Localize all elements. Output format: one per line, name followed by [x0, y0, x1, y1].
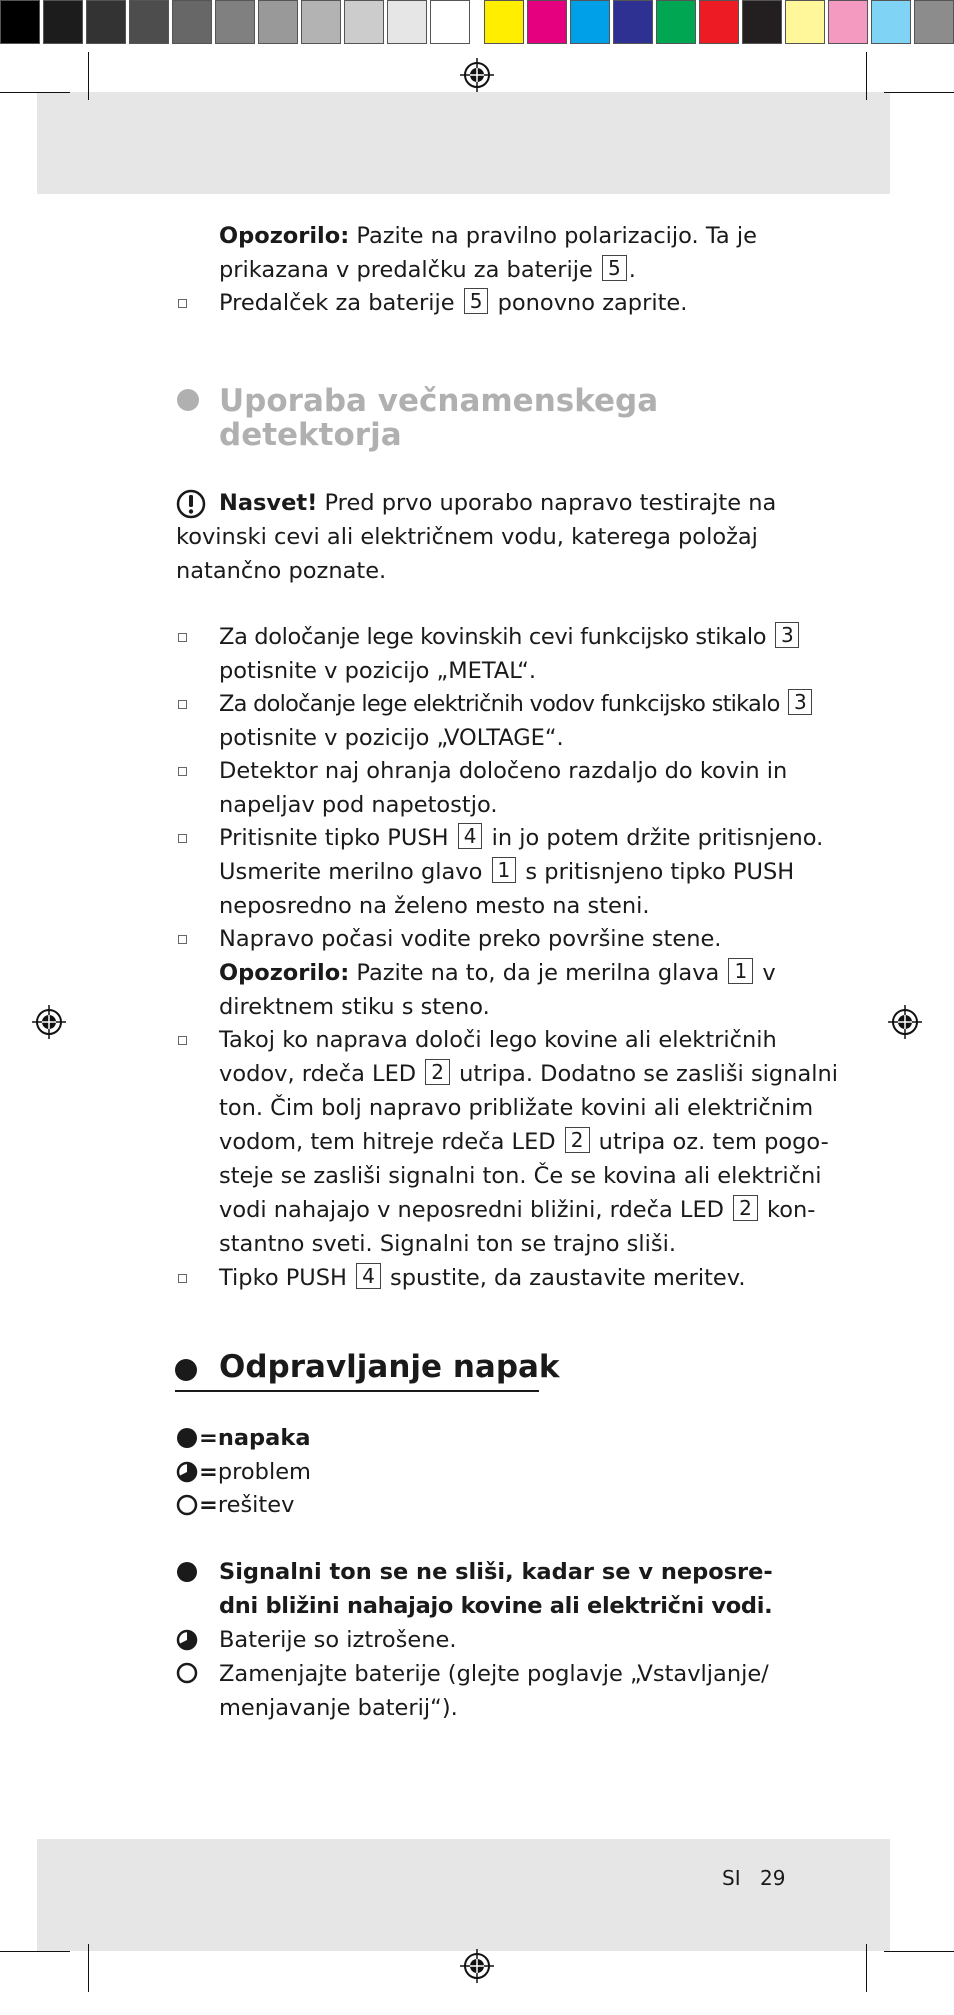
step-1-line-2: potisnite v pozicijo „METAL“.: [219, 658, 536, 684]
registration-mark-icon: [888, 1005, 922, 1039]
step-bullet: [178, 767, 187, 776]
warning-label: Opozorilo:: [219, 960, 350, 986]
legend-fault: [199, 1422, 311, 1456]
ref-number: 5: [602, 255, 627, 281]
gray-swatch: [43, 0, 83, 44]
crop-mark: [0, 1951, 70, 1952]
step-6-line-3: ton. Čim bolj napravo približate kovini ali električnim: [219, 1095, 814, 1121]
step-text: in jo potem držite pritisnjeno.: [484, 825, 824, 851]
step-text: Pazite na to, da je merilna glava: [349, 960, 727, 986]
ref-number: 2: [733, 1195, 758, 1221]
section-bullet-icon: [175, 1359, 197, 1381]
footer-lang: SI: [722, 1866, 741, 1890]
section-title-line: Uporaba večnamenskega: [219, 383, 659, 419]
legend-problem-label: problem: [217, 1459, 311, 1485]
step-bullet: [178, 1036, 187, 1045]
step-4-line-3: neposredno na želeno mesto na steni.: [219, 893, 650, 919]
step-close-compartment: [219, 287, 687, 321]
crop-mark: [884, 1951, 954, 1952]
solution-icon: [176, 1494, 198, 1516]
tip-line-2: kovinski cevi ali električnem vodu, katerega položaj: [176, 524, 758, 550]
step-5-line-3: direktnem stiku s steno.: [219, 994, 490, 1020]
section-underline: [175, 1390, 539, 1392]
color-swatch: [828, 0, 868, 44]
step-text: vodov, rdeča LED: [219, 1061, 424, 1087]
step-text: Usmerite merilno glavo: [219, 859, 490, 885]
step-5: Napravo počasi vodite preko površine stene.: [219, 926, 722, 952]
step-3-line-2: napeljav pod napetostjo.: [219, 792, 498, 818]
step-6-line-5: steje se zasliši signalni ton. Če se kovina ali električni: [219, 1163, 822, 1189]
legend-eq: =: [199, 1425, 218, 1451]
step-4-line-2: [219, 856, 794, 890]
warning-text: Pazite na pravilno polarizacijo. Ta je: [349, 223, 757, 249]
step-bullet: [178, 935, 187, 944]
step-text: Za določanje lege kovinskih cevi funkcijsko stikalo: [219, 624, 774, 650]
step-6-line-7: stantno sveti. Signalni ton se trajno sliši.: [219, 1231, 676, 1257]
legend-solution-label: rešitev: [217, 1492, 295, 1518]
gray-swatch: [86, 0, 126, 44]
step-4: [219, 822, 823, 856]
step-6: Takoj ko naprava določi lego kovine ali električnih: [219, 1027, 777, 1053]
step-text: vodi nahajajo v neposredni bližini, rdeča LED: [219, 1197, 732, 1223]
step-bullet: [178, 834, 187, 843]
crop-mark: [866, 52, 867, 100]
step-6-line-2: [219, 1058, 838, 1092]
gray-swatch: [129, 0, 169, 44]
legend-fault-label: napaka: [217, 1425, 311, 1451]
registration-mark-icon: [32, 1005, 66, 1039]
ref-number: 4: [356, 1263, 381, 1289]
step-text: utripa. Dodatno se zasliši signalni: [452, 1061, 839, 1087]
exclamation-icon: [176, 489, 206, 519]
step-bullet: [178, 633, 187, 642]
color-swatch: [742, 0, 782, 44]
warning-text: prikazana v predalčku za baterije: [219, 257, 601, 283]
step-text: Predalček za baterije: [219, 290, 462, 316]
step-text: v: [755, 960, 776, 986]
gray-swatch: [258, 0, 298, 44]
step-text: Tipko PUSH: [219, 1265, 355, 1291]
page-number: 29: [760, 1866, 786, 1890]
problem-icon: [176, 1461, 198, 1483]
gray-swatch: [344, 0, 384, 44]
section-title: Odpravljanje napak: [219, 1349, 560, 1385]
step-bullet: [178, 700, 187, 709]
fault-icon: [177, 1428, 197, 1448]
step-text: utripa oz. tem pogo-: [591, 1129, 829, 1155]
crop-mark: [88, 1944, 89, 1992]
crop-mark: [0, 92, 70, 93]
section-title-line: detektorja: [219, 417, 402, 453]
step-text: kon-: [759, 1197, 816, 1223]
color-swatch: [484, 0, 524, 44]
step-6-line-6: [219, 1194, 815, 1228]
fault-icon: [177, 1562, 197, 1582]
tip-label: Nasvet!: [219, 490, 318, 516]
crop-mark: [884, 92, 954, 93]
ref-number: 1: [492, 857, 517, 883]
legend-eq: =: [199, 1492, 218, 1518]
step-text: ponovno zaprite.: [490, 290, 688, 316]
solution-icon: [176, 1662, 198, 1684]
solution-line-1: Zamenjajte baterije (glejte poglavje „Vstavljanje/: [219, 1661, 769, 1687]
header-band: [37, 92, 890, 194]
gray-swatch: [430, 0, 470, 44]
crop-mark: [866, 1944, 867, 1992]
tip-line-3: natančno poznate.: [176, 558, 387, 584]
step-6-line-4: [219, 1126, 829, 1160]
gray-swatch: [301, 0, 341, 44]
step-5-line-2: [219, 957, 776, 991]
registration-mark-icon: [460, 1949, 494, 1983]
step-1: [219, 621, 801, 655]
ref-number: 2: [425, 1059, 450, 1085]
section-bullet-icon: [177, 389, 199, 411]
step-2: [219, 688, 814, 722]
solution-line-2: menjavanje baterij“).: [219, 1695, 458, 1721]
ref-number: 4: [458, 823, 483, 849]
color-swatch: [527, 0, 567, 44]
ref-number: 1: [728, 958, 753, 984]
color-swatch: [785, 0, 825, 44]
legend-problem: [199, 1456, 311, 1490]
ref-number: 3: [775, 622, 799, 648]
color-swatch: [871, 0, 911, 44]
step-bullet: [178, 1274, 187, 1283]
color-swatch: [914, 0, 954, 44]
step-7: [219, 1262, 746, 1296]
warning-line-1: [219, 220, 757, 254]
crop-mark: [88, 52, 89, 100]
gray-swatch: [0, 0, 40, 44]
step-text: Pritisnite tipko PUSH: [219, 825, 456, 851]
color-swatch: [570, 0, 610, 44]
tip-text: Pred prvo uporabo napravo testirajte na: [317, 490, 777, 516]
legend-eq: =: [199, 1459, 218, 1485]
color-swatch: [613, 0, 653, 44]
step-text: Za določanje lege električnih vodov funkcijsko stikalo: [219, 691, 786, 717]
warning-label: Opozorilo:: [219, 223, 350, 249]
step-text: s pritisnjeno tipko PUSH: [518, 859, 795, 885]
warning-text: .: [628, 257, 636, 283]
fault-line-2: dni bližini nahajajo kovine ali električni vodi.: [219, 1593, 773, 1619]
registration-mark-icon: [460, 58, 494, 92]
gray-swatch: [172, 0, 212, 44]
step-text: vodom, tem hitreje rdeča LED: [219, 1129, 563, 1155]
gray-swatch: [215, 0, 255, 44]
gray-swatch: [387, 0, 427, 44]
fault-line-1: Signalni ton se ne sliši, kadar se v neposre-: [219, 1559, 773, 1585]
step-2-line-2: potisnite v pozicijo „VOLTAGE“.: [219, 725, 564, 751]
ref-number: 5: [464, 288, 489, 314]
step-bullet: [178, 299, 187, 308]
step-3: Detektor naj ohranja določeno razdaljo do kovin in: [219, 758, 788, 784]
ref-number: 2: [565, 1127, 590, 1153]
color-swatch: [656, 0, 696, 44]
problem-text: Baterije so iztrošene.: [219, 1627, 457, 1653]
warning-line-2: [219, 254, 636, 288]
tip-line-1: [219, 487, 776, 521]
legend-solution: [199, 1489, 294, 1523]
step-text: spustite, da zaustavite meritev.: [382, 1265, 746, 1291]
color-swatch: [699, 0, 739, 44]
problem-icon: [176, 1629, 198, 1651]
section-title: [219, 384, 658, 452]
ref-number: 3: [788, 689, 812, 715]
